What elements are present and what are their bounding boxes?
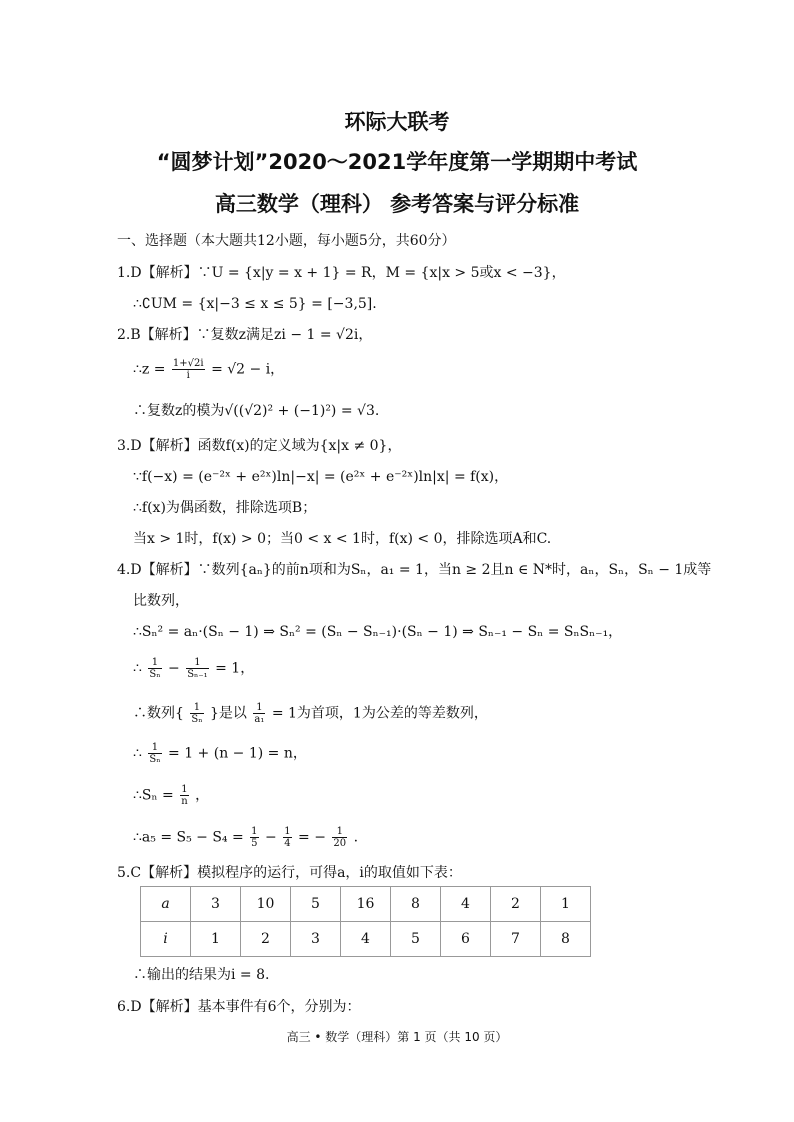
frac-num: 1 (284, 826, 291, 837)
table-cell: 8 (541, 922, 591, 957)
section-heading: 一、选择题（本大题共12小题，每小题5分，共60分） (117, 233, 456, 249)
frac-den: a₁ (254, 714, 265, 725)
q4-line-5-post: = 1为首项，1为公差的等差数列， (271, 705, 488, 722)
table-cell: 4 (341, 922, 391, 957)
exam-title: “圆梦计划”2020～2021学年度第一学期期中考试 (156, 150, 638, 174)
table-row-i (141, 922, 591, 957)
q4-line-1: 4.D【解析】∵数列{aₙ}的前n项和为Sₙ，a₁ = 1，当n ≥ 2且n ∈ N*时，aₙ，Sₙ，Sₙ − 1成等 (117, 562, 712, 578)
frac-num: 1 (148, 657, 161, 669)
table-cell: 8 (391, 887, 441, 922)
q5-line-2: ∴输出的结果为i = 8. (133, 967, 270, 983)
q4-line-6 (133, 742, 307, 765)
table-cell: 10 (241, 887, 291, 922)
table-cell: 16 (341, 887, 391, 922)
frac-den: Sₙ₋₁ (187, 669, 208, 680)
q3-line-3: ∴f(x)为偶函数，排除选项B； (133, 500, 317, 516)
program-values-table (140, 886, 591, 957)
minus-sign: − (168, 660, 180, 677)
frac-num: 1 (186, 657, 208, 669)
frac-den: 5 (251, 838, 258, 849)
table-cell: i (141, 922, 191, 957)
table-cell: 1 (541, 887, 591, 922)
q4-line-6-pre: ∴ (133, 745, 142, 762)
q4-line-5 (133, 702, 488, 725)
table-cell: 5 (391, 922, 441, 957)
answer-key-title: 高三数学（理科） 参考答案与评分标准 (214, 192, 580, 216)
q4-line-8-frac-1 (250, 826, 258, 849)
q6-line-1: 6.D【解析】基本事件有6个，分别为： (117, 999, 361, 1015)
equals-minus: = − (298, 829, 326, 846)
table-cell: 1 (191, 922, 241, 957)
q4-line-7 (133, 784, 209, 807)
q4-line-8-post: . (353, 829, 359, 846)
q4-line-4 (133, 657, 254, 680)
table-cell: 4 (441, 887, 491, 922)
q4-line-5-mid: }是以 (210, 705, 247, 722)
q4-line-7-pre: ∴Sₙ = (133, 787, 174, 804)
table-cell: 2 (491, 887, 541, 922)
q2-line-2-post: = √2 − i， (211, 361, 285, 378)
q2-frac-den: i (186, 370, 190, 381)
q4-line-2: 比数列， (133, 593, 189, 609)
q4-line-8 (133, 826, 358, 849)
frac-den: 20 (333, 838, 347, 849)
table-cell: 5 (291, 887, 341, 922)
q2-line-2 (133, 358, 284, 381)
q4-line-8-frac-2 (283, 826, 291, 849)
frac-den: Sₙ (191, 714, 203, 725)
page-footer: 高三 • 数学（理科）第 1 页（共 10 页） (286, 1030, 508, 1044)
frac-den: Sₙ (149, 754, 161, 765)
q4-line-4-post: = 1， (215, 660, 255, 677)
frac-num: 1 (181, 784, 188, 795)
q2-line-2-pre: ∴z = (133, 361, 166, 378)
table-cell: 6 (441, 922, 491, 957)
q3-line-1: 3.D【解析】函数f(x)的定义域为{x|x ≠ 0}， (117, 438, 402, 454)
table-row-a (141, 887, 591, 922)
q4-line-4-frac-2 (186, 657, 208, 680)
q4-line-7-post: ， (195, 787, 210, 804)
frac-den: Sₙ (149, 669, 161, 680)
frac-num: 1 (190, 702, 203, 714)
q3-line-2: ∵f(−x) = (e⁻²ˣ + e²ˣ)ln|−x| = (e²ˣ + e⁻²ˣ)ln|x| = f(x)， (133, 469, 509, 485)
q4-line-4-pre: ∴ (133, 660, 142, 677)
frac-num: 1 (253, 702, 265, 714)
q1-line-1: 1.D【解析】∵U = {x|y = x + 1} = R，M = {x|x > 5或x < −3}， (117, 265, 566, 281)
frac-den: n (181, 796, 188, 807)
q4-line-5-frac-1 (190, 702, 203, 725)
q4-line-6-frac (148, 742, 161, 765)
frac-num: 1 (251, 826, 258, 837)
q2-frac-num: 1+√2i (172, 358, 204, 369)
table-cell: 7 (491, 922, 541, 957)
q4-line-7-frac (180, 784, 188, 807)
q5-line-1: 5.C【解析】模拟程序的运行，可得a，i的取值如下表： (117, 865, 462, 881)
q4-line-8-pre: ∴a₅ = S₅ − S₄ = (133, 829, 244, 846)
q2-fraction (172, 358, 205, 381)
table-cell: 3 (291, 922, 341, 957)
q3-line-4: 当x > 1时，f(x) > 0；当0 < x < 1时，f(x) < 0，排除选项A和C. (133, 531, 552, 547)
q4-line-5-pre: ∴数列{ (133, 705, 184, 722)
q4-line-8-frac-3 (332, 826, 347, 849)
q4-line-5-frac-2 (253, 702, 265, 725)
frac-num: 1 (148, 742, 161, 754)
q4-line-6-post: = 1 + (n − 1) = n， (168, 745, 307, 762)
table-cell: a (141, 887, 191, 922)
frac-den: 4 (284, 838, 291, 849)
q2-line-3: ∴复数z的模为√((√2)² + (−1)²) = √3. (133, 403, 380, 419)
q4-line-4-frac-1 (148, 657, 161, 680)
table-cell: 2 (241, 922, 291, 957)
exam-series-title: 环际大联考 (344, 110, 450, 134)
minus-sign: − (265, 829, 277, 846)
q2-line-1: 2.B【解析】∵复数z满足zi − 1 = √2i， (117, 327, 373, 343)
frac-num: 1 (332, 826, 347, 838)
table-cell: 3 (191, 887, 241, 922)
q1-line-2: ∴∁UM = {x|−3 ≤ x ≤ 5} = [−3,5]. (133, 296, 377, 312)
q4-line-3: ∴Sₙ² = aₙ·(Sₙ − 1) ⇒ Sₙ² = (Sₙ − Sₙ₋₁)·(Sₙ − 1) ⇒ Sₙ₋₁ − Sₙ = SₙSₙ₋₁， (133, 624, 623, 640)
